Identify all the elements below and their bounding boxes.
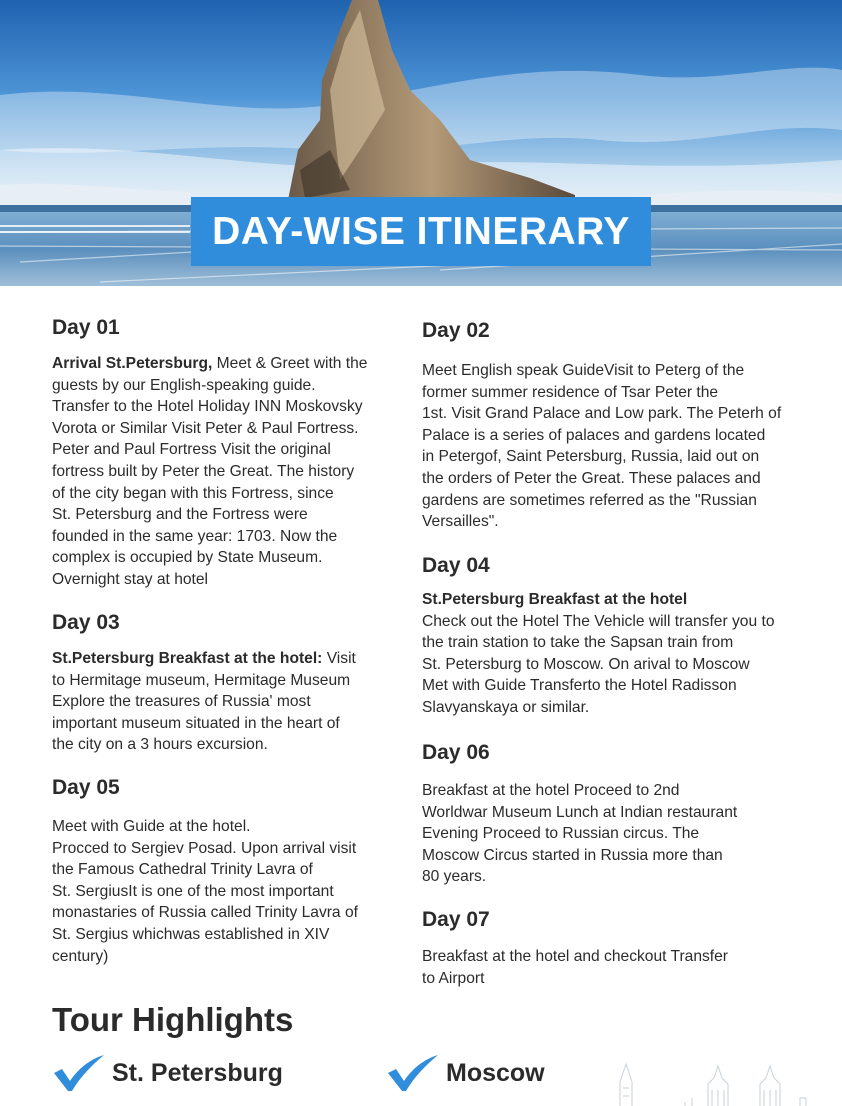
day-01-lead: Arrival St.Petersburg, bbox=[52, 355, 213, 372]
day-04-lead: St.Petersburg Breakfast at the hotel bbox=[422, 591, 688, 608]
day-02-line: in Petergof, Saint Petersburg, Russia, laid out on bbox=[422, 448, 760, 466]
day-02-line: Versailles". bbox=[422, 513, 499, 531]
title-banner bbox=[191, 197, 651, 266]
day-01-line: founded in the same year: 1703. Now the bbox=[52, 527, 338, 545]
day-02-line: 1st. Visit Grand Palace and Low park. The Peterh of bbox=[422, 405, 782, 423]
day-02-line: former summer residence of Tsar Peter the bbox=[422, 383, 719, 401]
day-03-line-text: Visit bbox=[322, 650, 356, 667]
day-03-heading: Day 03 bbox=[52, 611, 120, 634]
day-03-section bbox=[52, 612, 356, 756]
highlight-item-moscow bbox=[386, 1053, 545, 1093]
day-04-line: St. Petersburg to Moscow. On arival to Moscow bbox=[422, 655, 750, 673]
day-05-section bbox=[52, 777, 358, 967]
day-01-line-text: Meet & Greet with the bbox=[212, 355, 368, 372]
day-02-heading: Day 02 bbox=[422, 319, 490, 342]
city-skyline-decoration bbox=[600, 1062, 830, 1106]
day-06-heading: Day 06 bbox=[422, 741, 490, 764]
day-06-line: Breakfast at the hotel Proceed to 2nd bbox=[422, 782, 680, 799]
day-04-line: the train station to take the Sapsan train from bbox=[422, 634, 734, 652]
day-04-description bbox=[422, 589, 775, 719]
day-04-heading: Day 04 bbox=[422, 554, 490, 577]
day-03-line: Explore the treasures of Russia' most bbox=[52, 693, 311, 711]
highlight-label: St. Petersburg bbox=[112, 1058, 283, 1087]
day-01-line: Overnight stay at hotel bbox=[52, 570, 209, 588]
day-01-heading: Day 01 bbox=[52, 316, 120, 339]
day-01-line: Transfer to the Hotel Holiday INN Moskovsky bbox=[52, 398, 363, 416]
day-01-line: fortress built by Peter the Great. The history bbox=[52, 462, 355, 480]
tour-highlights-heading: Tour Highlights bbox=[52, 1001, 294, 1038]
day-01-line: St. Petersburg and the Fortress were bbox=[52, 506, 308, 524]
day-02-line: the orders of Peter the Great. These palaces and bbox=[422, 469, 761, 487]
day-05-line: Procced to Sergiev Posad. Upon arrival visit bbox=[52, 839, 357, 857]
day-02-line: gardens are sometimes referred as the "Russian bbox=[422, 491, 757, 509]
day-03-line: to Hermitage museum, Hermitage Museum bbox=[52, 671, 351, 689]
hero-banner bbox=[0, 0, 842, 286]
day-01-description bbox=[52, 353, 367, 591]
day-04-line: Check out the Hotel The Vehicle will transfer you to bbox=[422, 612, 775, 630]
day-06-section bbox=[422, 742, 737, 888]
day-05-line: St. Sergius whichwas established in XIV bbox=[52, 925, 330, 943]
day-03-line bbox=[52, 648, 356, 670]
day-06-line: Worldwar Museum Lunch at Indian restaurant bbox=[422, 803, 738, 821]
highlight-label: Moscow bbox=[446, 1058, 545, 1087]
day-01-line bbox=[52, 353, 367, 375]
day-02-line: Meet English speak GuideVisit to Peterg of the bbox=[422, 362, 745, 379]
page-title: DAY-WISE ITINERARY bbox=[212, 209, 630, 253]
day-07-heading: Day 07 bbox=[422, 908, 490, 931]
day-01-section bbox=[52, 317, 367, 591]
check-icon bbox=[386, 1053, 438, 1093]
day-05-description bbox=[52, 816, 358, 967]
day-03-lead: St.Petersburg Breakfast at the hotel: bbox=[52, 650, 323, 667]
day-01-line: of the city began with this Fortress, since bbox=[52, 484, 334, 502]
day-03-description bbox=[52, 648, 356, 756]
day-01-line: complex is occupied by State Museum. bbox=[52, 549, 323, 567]
day-02-description bbox=[422, 360, 781, 533]
day-04-line: Met with Guide Transferto the Hotel Radisson bbox=[422, 677, 737, 695]
day-07-section bbox=[422, 909, 728, 989]
day-04-section bbox=[422, 555, 775, 719]
day-02-line: Palace is a series of palaces and gardens located bbox=[422, 426, 766, 444]
day-06-line: 80 years. bbox=[422, 868, 487, 886]
day-07-description bbox=[422, 946, 728, 989]
day-05-line: St. SergiusIt is one of the most important bbox=[52, 882, 334, 900]
day-05-line: the Famous Cathedral Trinity Lavra of bbox=[52, 861, 313, 879]
day-01-line: Vorota or Similar Visit Peter & Paul Fortress. bbox=[52, 419, 359, 437]
day-05-line: monastaries of Russia called Trinity Lavra of bbox=[52, 904, 358, 922]
day-04-line bbox=[422, 589, 775, 611]
check-icon bbox=[52, 1053, 104, 1093]
day-06-line: Evening Proceed to Russian circus. The bbox=[422, 825, 700, 843]
day-05-heading: Day 05 bbox=[52, 776, 120, 799]
day-07-line: to Airport bbox=[422, 969, 485, 987]
day-04-line: Slavyanskaya or similar. bbox=[422, 698, 590, 716]
day-01-line: Peter and Paul Fortress Visit the original bbox=[52, 441, 331, 459]
day-06-description bbox=[422, 780, 737, 888]
day-06-line: Moscow Circus started in Russia more than bbox=[422, 846, 723, 864]
highlight-item-st-petersburg bbox=[52, 1053, 283, 1093]
day-01-line: guests by our English-speaking guide. bbox=[52, 376, 316, 394]
day-05-line: century) bbox=[52, 947, 109, 965]
day-07-line: Breakfast at the hotel and checkout Transfer bbox=[422, 948, 728, 965]
day-05-line: Meet with Guide at the hotel. bbox=[52, 818, 251, 835]
day-03-line: important museum situated in the heart of bbox=[52, 714, 340, 732]
day-02-section bbox=[422, 320, 781, 533]
day-03-line: the city on a 3 hours excursion. bbox=[52, 736, 268, 754]
